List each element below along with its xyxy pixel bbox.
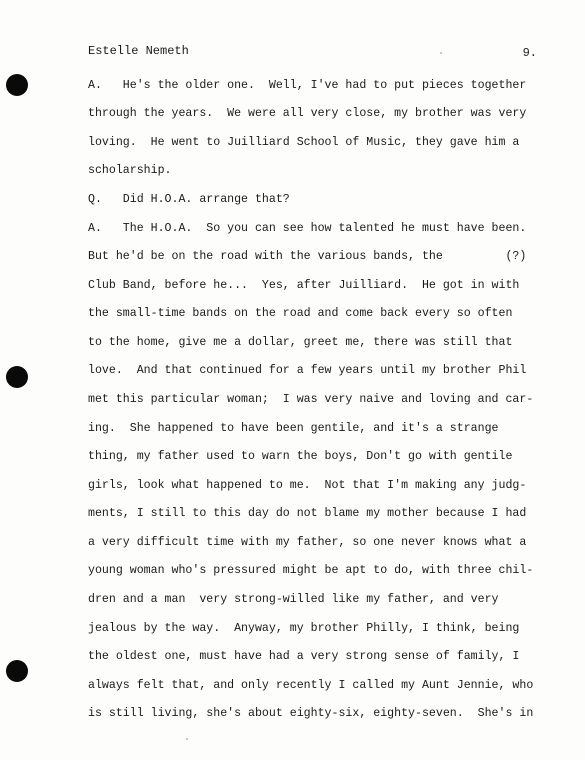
- text-line: the small-time bands on the road and come back every so often: [88, 307, 513, 320]
- page-number: 9.: [522, 46, 537, 60]
- punch-hole: [6, 660, 28, 682]
- text-line: the oldest one, must have had a very strong sense of family, I: [88, 650, 520, 663]
- text-line: dren and a man very strong-willed like my father, and very: [88, 593, 499, 606]
- text-line: scholarship.: [88, 164, 172, 177]
- text-line: girls, look what happened to me. Not that I'm making any judg-: [88, 479, 527, 492]
- text-line: Club Band, before he... Yes, after Juilliard. He got in with: [88, 279, 520, 292]
- text-line: Q. Did H.O.A. arrange that?: [88, 193, 290, 206]
- punch-hole: [6, 366, 28, 388]
- paper-speck: [186, 738, 188, 740]
- text-line: met this particular woman; I was very naive and loving and car-: [88, 393, 534, 406]
- text-line: ments, I still to this day do not blame my mother because I had: [88, 507, 527, 520]
- text-line: young woman who's pressured might be apt to do, with three chil-: [88, 564, 534, 577]
- text-line: But he'd be on the road with the various bands, the (?): [88, 250, 527, 263]
- text-line: A. He's the older one. Well, I've had to put pieces together: [88, 79, 527, 92]
- text-line: a very difficult time with my father, so one never knows what a: [88, 536, 527, 549]
- text-line: ing. She happened to have been gentile, and it's a strange: [88, 422, 499, 435]
- text-line: is still living, she's about eighty-six, eighty-seven. She's in: [88, 707, 534, 720]
- text-line: jealous by the way. Anyway, my brother Philly, I think, being: [88, 622, 520, 635]
- header-name: Estelle Nemeth: [88, 44, 189, 58]
- paper-speck: [440, 52, 442, 54]
- text-line: thing, my father used to warn the boys, Don't go with gentile: [88, 450, 513, 463]
- text-line: loving. He went to Juilliard School of Music, they gave him a: [88, 136, 520, 149]
- text-line: always felt that, and only recently I called my Aunt Jennie, who: [88, 679, 534, 692]
- text-line: through the years. We were all very close, my brother was very: [88, 107, 527, 120]
- punch-hole: [6, 74, 28, 96]
- text-line: A. The H.O.A. So you can see how talented he must have been.: [88, 222, 527, 235]
- text-line: to the home, give me a dollar, greet me, there was still that: [88, 336, 513, 349]
- text-line: love. And that continued for a few years until my brother Phil: [88, 364, 527, 377]
